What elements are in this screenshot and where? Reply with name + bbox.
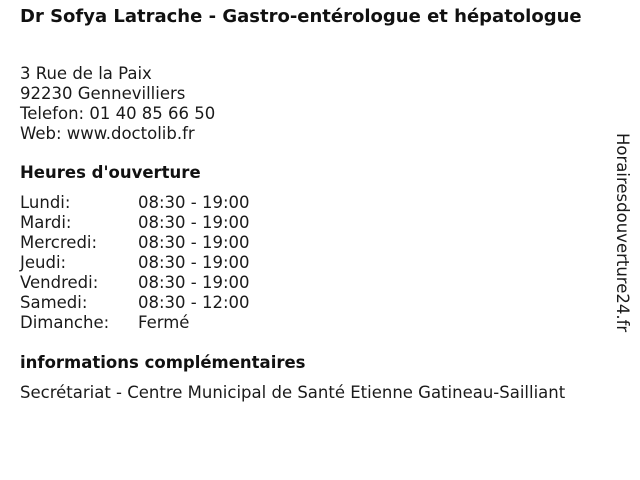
additional-info-text: Secrétariat - Centre Municipal de Santé Etienne Gatineau-Sailliant [20,383,566,402]
additional-info-heading: informations complémentaires [20,353,306,372]
street-address: 3 Rue de la Paix [20,64,152,83]
time-range: 08:30 - 19:00 [138,253,250,272]
address-block [20,64,215,144]
site-watermark: Horairesdouverture24.fr [613,133,632,333]
time-range: 08:30 - 19:00 [138,193,250,212]
day-label: Lundi: [20,193,71,212]
day-label: Jeudi: [20,253,67,272]
opening-hours-heading: Heures d'ouverture [20,163,201,182]
day-label: Vendredi: [20,273,99,292]
time-range: 08:30 - 19:00 [138,233,250,252]
phone-number: Telefon: 01 40 85 66 50 [20,104,216,123]
day-label: Samedi: [20,293,88,312]
day-label: Mercredi: [20,233,98,252]
website: Web: www.doctolib.fr [20,124,195,143]
time-range: Fermé [138,313,190,332]
time-range: 08:30 - 12:00 [138,293,250,312]
day-label: Mardi: [20,213,72,232]
time-range: 08:30 - 19:00 [138,273,250,292]
day-label: Dimanche: [20,313,110,332]
page-title: Dr Sofya Latrache - Gastro-entérologue et hépatologue [20,6,582,27]
time-range: 08:30 - 19:00 [138,213,250,232]
city-postal: 92230 Gennevilliers [20,84,186,103]
